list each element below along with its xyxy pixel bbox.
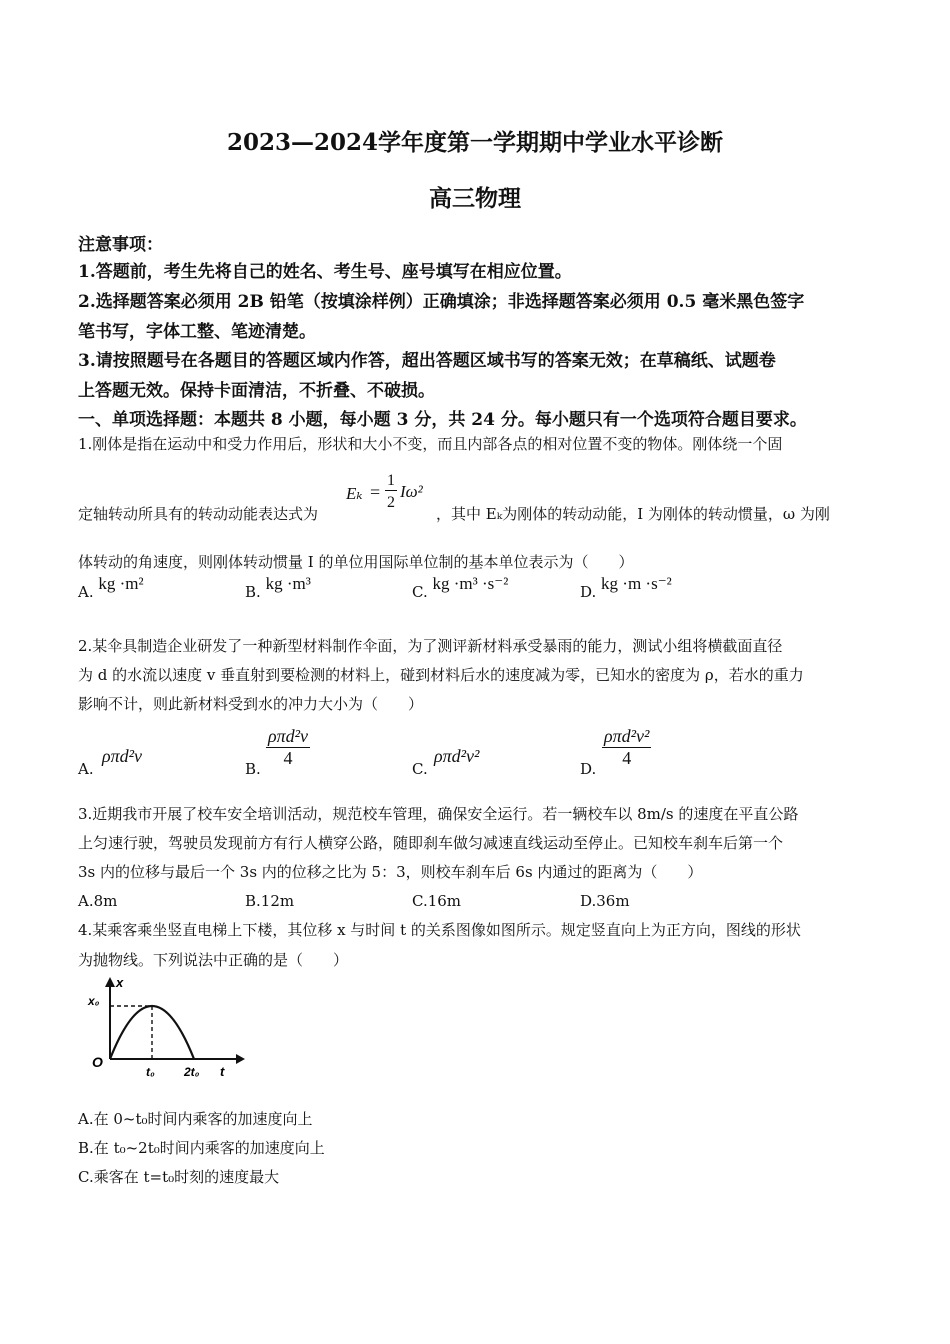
q1-line-1: 1.刚体是指在运动中和受力作用后，形状和大小不变，而且内部各点的相对位置不变的物体。刚体绕一个固 bbox=[78, 435, 783, 453]
formula-numerator: 1 bbox=[387, 472, 395, 489]
section-1-heading: 一、单项选择题：本题共 8 小题，每小题 3 分，共 24 分。每小题只有一个选项符合题目要求。 bbox=[78, 410, 807, 430]
t-axis-label: t bbox=[220, 1064, 225, 1079]
q1-line-2-pre: 定轴转动所具有的转动动能表达式为 bbox=[78, 505, 319, 523]
formula-denominator: 2 bbox=[387, 494, 395, 511]
notice-item-3-line-1: 3.请按照题号在各题目的答题区域内作答，超出答题区域书写的答案无效；在草稿纸、试题卷 bbox=[78, 351, 776, 371]
notice-item-2-line-2: 笔书写，字体工整、笔迹清楚。 bbox=[78, 322, 316, 342]
q4-option-a[interactable] bbox=[78, 1108, 313, 1129]
formula-rhs: Iω² bbox=[400, 482, 423, 501]
q1-option-a[interactable] bbox=[78, 574, 144, 602]
q4-option-c[interactable] bbox=[78, 1166, 279, 1187]
x-axis-arrow bbox=[105, 977, 115, 987]
q2-option-a-label: A. bbox=[78, 760, 94, 778]
page-subtitle: 高三物理 bbox=[429, 185, 521, 212]
option-value: 36m bbox=[596, 892, 630, 910]
x0-tick-label: x₀ bbox=[88, 994, 100, 1008]
option-value: 12m bbox=[260, 892, 295, 910]
origin-label: O bbox=[92, 1054, 103, 1070]
notice-item-1: 1.答题前，考生先将自己的姓名、考生号、座号填写在相应位置。 bbox=[78, 262, 572, 282]
q3-line-3: 3s 内的位移与最后一个 3s 内的位移之比为 5：3，则校车刹车后 6s 内通过的距离为（ ） bbox=[78, 863, 703, 881]
option-label: B. bbox=[245, 583, 261, 601]
option-label: A. bbox=[78, 1110, 94, 1128]
q1-line-2-post: ，其中 Eₖ为刚体的转动动能，I 为刚体的转动惯量，ω 为刚 bbox=[436, 505, 830, 523]
option-label: D. bbox=[580, 892, 597, 910]
option-value: 16m bbox=[427, 892, 462, 910]
option-value: 8m bbox=[93, 892, 118, 910]
page-title: 2023—2024学年度第一学期期中学业水平诊断 bbox=[226, 129, 724, 156]
q4-displacement-time-graph bbox=[86, 975, 246, 1085]
option-label: C. bbox=[78, 1168, 94, 1186]
option-value: kg ·m³ bbox=[265, 574, 311, 593]
notice-item-2-line-1: 2.选择题答案必须用 2B 铅笔（按填涂样例）正确填涂；非选择题答案必须用 0.5 毫米黑色签字 bbox=[78, 292, 805, 312]
formula-lhs: Eₖ bbox=[346, 484, 363, 503]
formula-equals: = bbox=[370, 482, 381, 502]
t0-tick-label: t₀ bbox=[146, 1065, 155, 1079]
option-label: D. bbox=[580, 583, 597, 601]
q2-line-2: 为 d 的水流以速度 v 垂直射到要检测的材料上，碰到材料后水的速度减为零，已知水的密度为 ρ，若水的重力 bbox=[78, 666, 804, 684]
x-axis-label: x bbox=[116, 975, 124, 990]
notice-item-3-line-2: 上答题无效。保持卡面清洁，不折叠、不破损。 bbox=[78, 381, 435, 401]
option-label: B. bbox=[78, 1139, 94, 1157]
option-label: A. bbox=[78, 583, 94, 601]
q3-line-2: 上匀速行驶，驾驶员发现前方有行人横穿公路，随即刹车做匀减速直线运动至停止。已知校车刹车后第一个 bbox=[78, 834, 784, 852]
fraction-numerator: ρπd²v² bbox=[604, 726, 650, 746]
option-text: 在 t₀~2t₀时间内乘客的加速度向上 bbox=[93, 1139, 325, 1157]
q2-option-c-value[interactable]: ρπd²v² bbox=[434, 746, 480, 766]
q2-line-1: 2.某伞具制造企业研发了一种新型材料制作伞面，为了测评新材料承受暴雨的能力，测试小组将横截面直径 bbox=[78, 637, 783, 655]
option-label: B. bbox=[245, 892, 261, 910]
q3-line-1: 3.近期我市开展了校车安全培训活动，规范校车管理，确保安全运行。若一辆校车以 8m/s 的速度在平直公路 bbox=[78, 805, 799, 823]
option-label: C. bbox=[412, 583, 428, 601]
2t0-tick-label: 2t₀ bbox=[184, 1065, 200, 1079]
q2-line-3: 影响不计，则此新材料受到水的冲力大小为（ ） bbox=[78, 695, 424, 713]
q2-option-a-value[interactable]: ρπd²v bbox=[102, 746, 143, 766]
q2-option-d-label: D. bbox=[580, 760, 597, 778]
fraction-denominator: 4 bbox=[283, 748, 293, 768]
option-value: kg ·m² bbox=[98, 574, 144, 593]
q3-option-c[interactable] bbox=[412, 892, 461, 910]
fraction-numerator: ρπd²v bbox=[268, 726, 309, 746]
q2-option-b-label: B. bbox=[245, 760, 261, 778]
option-label: C. bbox=[412, 892, 428, 910]
q1-option-c[interactable] bbox=[412, 574, 509, 602]
notice-heading: 注意事项： bbox=[78, 235, 163, 255]
q2-option-b-fraction[interactable] bbox=[266, 726, 310, 769]
q1-kinetic-energy-formula bbox=[346, 472, 436, 522]
q1-option-d[interactable] bbox=[580, 574, 672, 602]
option-label: A. bbox=[78, 892, 94, 910]
option-text: 在 0~t₀时间内乘客的加速度向上 bbox=[93, 1110, 313, 1128]
option-text: 乘客在 t=t₀时刻的速度最大 bbox=[93, 1168, 280, 1186]
q3-option-b[interactable] bbox=[245, 892, 294, 910]
q3-option-a[interactable] bbox=[78, 892, 117, 910]
q2-option-c-label: C. bbox=[412, 760, 428, 778]
q2-option-d-fraction[interactable] bbox=[602, 726, 651, 769]
q4-line-2: 为抛物线。下列说法中正确的是（ ） bbox=[78, 951, 349, 969]
option-value: kg ·m³ ·s⁻² bbox=[432, 574, 509, 593]
q1-option-b[interactable] bbox=[245, 574, 311, 602]
q4-option-b[interactable] bbox=[78, 1137, 325, 1158]
q4-line-1: 4.某乘客乘坐竖直电梯上下楼，其位移 x 与时间 t 的关系图像如图所示。规定竖直向上为正方向，图线的形状 bbox=[78, 921, 801, 939]
fraction-denominator: 4 bbox=[622, 748, 632, 768]
option-value: kg ·m ·s⁻² bbox=[601, 574, 672, 593]
q3-option-d[interactable] bbox=[580, 892, 630, 910]
t-axis-arrow bbox=[236, 1054, 245, 1064]
q1-line-3: 体转动的角速度，则刚体转动惯量 I 的单位用国际单位制的基本单位表示为（ ） bbox=[78, 553, 634, 571]
